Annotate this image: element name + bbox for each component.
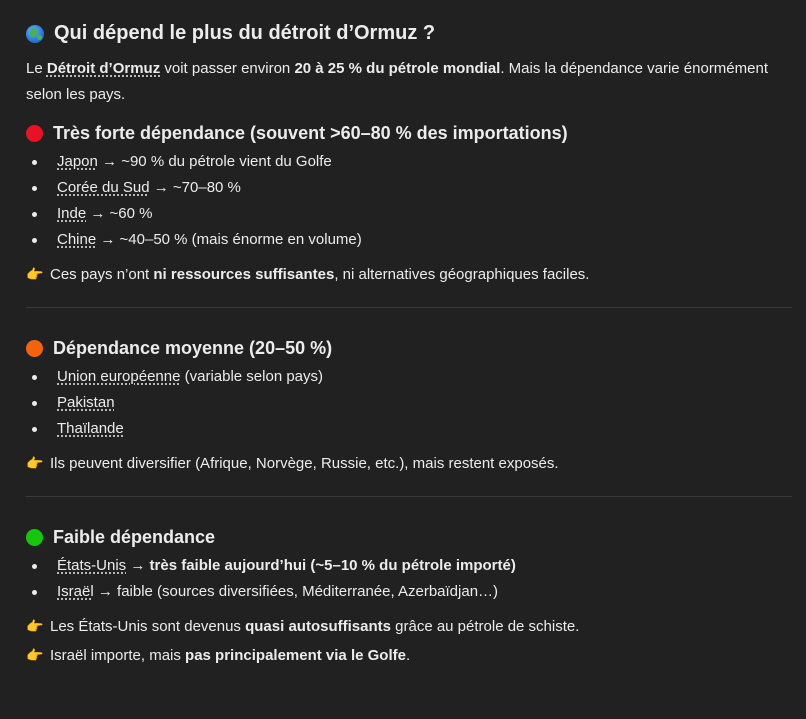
section-divider	[26, 307, 792, 308]
list-item	[26, 201, 792, 227]
list-item-text: →	[126, 557, 150, 574]
page-title-text: Qui dépend le plus du détroit d’Ormuz ?	[54, 22, 436, 44]
section-heading	[26, 123, 792, 144]
country-link[interactable]: Corée du Sud	[57, 179, 150, 196]
list-item	[26, 390, 792, 416]
list-item	[26, 227, 792, 253]
note-line	[26, 613, 792, 640]
list-item-text: → ~60 %	[86, 205, 153, 222]
globe-icon	[26, 25, 44, 43]
country-link[interactable]: Inde	[57, 205, 87, 222]
country-list	[26, 149, 792, 253]
intro-text-2: voit passer environ	[160, 60, 295, 77]
list-item	[26, 175, 792, 201]
section-heading	[26, 527, 792, 548]
country-link[interactable]: Israël	[57, 583, 94, 600]
pointing-hand-icon: 👉	[26, 455, 44, 471]
page-title	[26, 0, 792, 45]
section-heading-text: Faible dépendance	[53, 527, 216, 547]
country-list	[26, 553, 792, 605]
note-text: grâce au pétrole de schiste.	[390, 618, 580, 635]
sections	[26, 123, 792, 669]
red-circle-icon	[26, 125, 43, 142]
pointing-hand-icon: 👉	[26, 266, 44, 282]
country-link[interactable]: Pakistan	[57, 394, 115, 411]
note-text: , ni alternatives géographiques faciles.	[334, 266, 590, 283]
country-link[interactable]: Union européenne	[57, 368, 181, 385]
note-line	[26, 450, 792, 477]
list-item-text: → ~90 % du pétrole vient du Golfe	[97, 153, 332, 170]
note-text: .	[405, 647, 411, 664]
note-text: Ces pays n’ont	[50, 266, 154, 283]
pointing-hand-icon: 👉	[26, 618, 44, 634]
section-heading-text: Très forte dépendance (souvent >60–80 % des importations)	[53, 123, 568, 143]
country-link[interactable]: États-Unis	[57, 557, 127, 574]
note-text: pas principalement via le Golfe	[185, 647, 406, 664]
orange-circle-icon	[26, 340, 43, 357]
note-text: ni ressources suffisantes	[153, 266, 335, 283]
note-line	[26, 261, 792, 288]
list-item	[26, 553, 792, 579]
country-list	[26, 364, 792, 442]
list-item-text: → ~70–80 %	[149, 179, 241, 196]
note-text: quasi autosuffisants	[245, 618, 391, 635]
pointing-hand-icon: 👉	[26, 647, 44, 663]
intro-text-0: Le	[26, 60, 47, 77]
intro-text-3: 20 à 25 % du pétrole mondial	[294, 60, 501, 77]
note-text: Ils peuvent diversifier (Afrique, Norvège, Russie, etc.), mais restent exposés.	[50, 455, 559, 472]
country-link[interactable]: Japon	[57, 153, 98, 170]
link-detroit-ormuz[interactable]: Détroit d’Ormuz	[46, 60, 161, 77]
list-item-text: (variable selon pays)	[180, 368, 324, 385]
section-divider	[26, 496, 792, 497]
list-item	[26, 364, 792, 390]
list-item-bold-text: très faible aujourd’hui (~5–10 % du pétrole importé)	[149, 557, 516, 574]
note-line	[26, 642, 792, 669]
intro-text-4: . Mais la dépendance varie énormément selon les pays.	[26, 60, 768, 103]
country-link[interactable]: Thaïlande	[57, 420, 124, 437]
list-item-text: → ~40–50 % (mais énorme en volume)	[96, 231, 362, 248]
green-circle-icon	[26, 529, 43, 546]
list-item	[26, 416, 792, 442]
note-text: Israël importe, mais	[50, 647, 186, 664]
section-heading-text: Dépendance moyenne (20–50 %)	[53, 338, 333, 358]
list-item	[26, 149, 792, 175]
country-link[interactable]: Chine	[57, 231, 97, 248]
note-text: Les États-Unis sont devenus	[50, 618, 246, 635]
intro-paragraph	[26, 56, 792, 108]
section-heading	[26, 338, 792, 359]
list-item	[26, 579, 792, 605]
list-item-text: → faible (sources diversifiées, Méditerranée, Azerbaïdjan…)	[93, 583, 499, 600]
